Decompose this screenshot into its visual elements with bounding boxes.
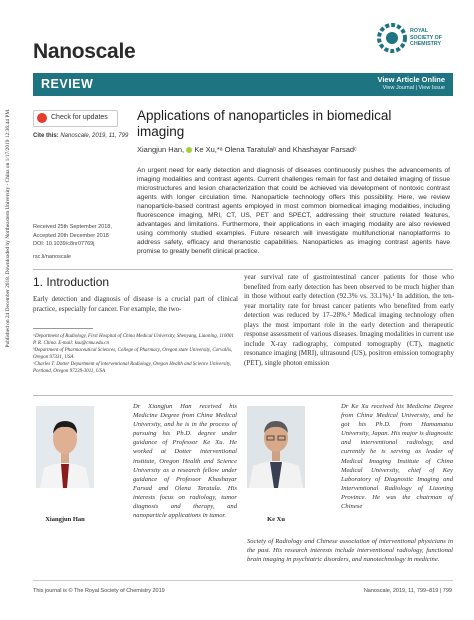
rsc-logo xyxy=(376,14,451,62)
bio-xu-part2: Society of Radiology and Chinese association of interventional physicians in the past. His research interests include interventional radiology, functional brain imaging in psychiatric disorders, and nanotechnology in medicine. xyxy=(247,538,453,564)
rsc-logo-text: ROYAL SOCIETY OF CHEMISTRY xyxy=(410,28,442,47)
article-title: Applications of nanoparticles in biomedical imaging xyxy=(137,108,392,139)
affiliation-b: ᵇDepartment of Pharmaceutical Sciences, College of Pharmacy, Oregon state University, Corvallis, Oregon 97331, USA xyxy=(33,348,233,360)
article-type-label: REVIEW xyxy=(41,77,94,91)
journal-name: Nanoscale xyxy=(33,40,136,63)
author-rest: Ke Xu,*ᵃ Olena Taratulaᵇ and Khashayar Farsadᶜ xyxy=(194,145,357,154)
orcid-icon[interactable] xyxy=(186,147,192,153)
doi[interactable]: DOI: 10.1039/c8nr07769j xyxy=(33,241,95,247)
citation xyxy=(33,133,128,139)
download-sidebar-note xyxy=(3,80,11,380)
affiliation-c: ᶜCharles T. Dotter Department of interventional Radiology, Oregon Health and Science University, Portland, Oregon 97239-3011, USA xyxy=(33,362,232,374)
view-journal-issue-links[interactable]: View Journal | View Issue xyxy=(382,85,445,91)
affiliation-a: ᵃDepartment of Radiology, First Hospital of China Medical University, Shenyang, Liaoning, 110001 P. R. China. E-mail: kxu@cmu.edu.cn xyxy=(33,334,234,346)
check-updates-label: Check for updates xyxy=(51,114,108,121)
article-dates xyxy=(33,223,128,240)
abstract: An urgent need for early detection and diagnosis of diseases continuously pushes the advancements of imaging modalities and contrast agents. Current challenges remain for fast and detailed imaging of tissue microstructures and lesion characterization that could be achieved via development of nontoxic contrast agents with longer circulation time. Nanoparticle technology offers this possibility. Here, we review nanoparticle-based contrast agents employed in most common biomedical imaging modalities, including fluorescence imaging, MRI, CT, US, PET and SPECT, addressing their structure related features, advantages and limitations. Furthermore, their applications in each imaging modality are also reviewed using commonly studied examples. Future research will investigate multifunctional nanoplatforms to address safety, efficacy and theranostic capabilities. Nanoparticles as imaging contrast agents have promise to greatly benefit clinical practice. xyxy=(137,167,450,255)
footer-page-info: Nanoscale, 2019, 11, 799–819 | 799 xyxy=(363,588,452,594)
footnote-divider xyxy=(33,328,93,329)
author-photo-xu xyxy=(247,406,305,488)
author-photo-han xyxy=(36,406,94,488)
view-article-online-link[interactable]: View Article Online xyxy=(377,75,445,84)
journal-link[interactable]: rsc.li/nanoscale xyxy=(33,254,71,260)
footer-copyright: This journal is © The Royal Society of Chemistry 2019 xyxy=(33,588,165,594)
photo-caption-han: Xiangjun Han xyxy=(45,516,85,523)
cite-text: Nanoscale, 2019, 11, 799 xyxy=(60,133,129,139)
cite-label: Cite this: xyxy=(33,133,59,139)
author-list xyxy=(137,145,447,154)
intro-paragraph-left: Early detection and diagnosis of disease is a crucial part of clinical practice, especially for cancer. For example, the two- xyxy=(33,295,238,313)
check-for-updates-button[interactable] xyxy=(33,110,118,127)
photo-caption-xu: Ke Xu xyxy=(267,516,285,523)
check-updates-icon xyxy=(37,113,47,123)
accepted-date: Accepted 20th December 2018 xyxy=(33,232,109,239)
bio-divider xyxy=(33,395,453,396)
review-banner xyxy=(33,73,453,96)
section-heading: 1. Introduction xyxy=(33,275,110,289)
sidebar-note-text: Published on 24 December 2018. Downloaded by Northeastern University - China on 1/17/2019 12:36:44 PM. xyxy=(5,108,11,348)
intro-paragraph-right: year survival rate of gastrointestinal cancer patients for those who benefited from early detection has been observed to be much higher than in those without early detection (92.3% vs. 33.1%).¹ In addition, the ten-year mortality rate for breast cancer patients who benefited from early detection was reduced by 17–28%.² Medical imaging technology often plays the most important role in the early detection and therapeutic response assessment of various diseases. Imaging modalities in current use include X-ray radiography, computed tomography (CT), magnetic resonance imaging (MRI), ultrasound (US), positron emission tomography (PET), single photon emission xyxy=(244,273,454,367)
author-first: Xiangjun Han, xyxy=(137,145,185,154)
footer-divider xyxy=(33,580,453,581)
section-divider xyxy=(33,269,453,270)
received-date: Received 25th September 2018, xyxy=(33,224,112,230)
bio-xu-part1: Dr Ke Xu received his Medicine Degree from China Medical University, and he got his Ph.D. from Hamamatsu University, Japan. His major is diagnostic and interventional radiology, and currently he is serving as leader of Medical Imaging Institute of China Medical University, chief of Key Laboratory of Diagnostic Imaging and Interventional Radiology of Liaoning Province. He was the chairman of Chinese xyxy=(341,403,453,511)
bio-han: Dr Xiangjun Han received his Medicine Degree from China Medical University, and he is in the process of pursuing his Ph.D. degree under guidance of Professor Ke Xu. He worked at Dotter interventional institute, Oregon Health and Science University as a research fellow under guidance of Professor Khashayar Farsad and Olena Taratula. His interests focus on radiology, tumor diagnosis and therapy, and nanoparticle applications in tumor. xyxy=(133,403,237,520)
affiliations xyxy=(33,333,238,375)
